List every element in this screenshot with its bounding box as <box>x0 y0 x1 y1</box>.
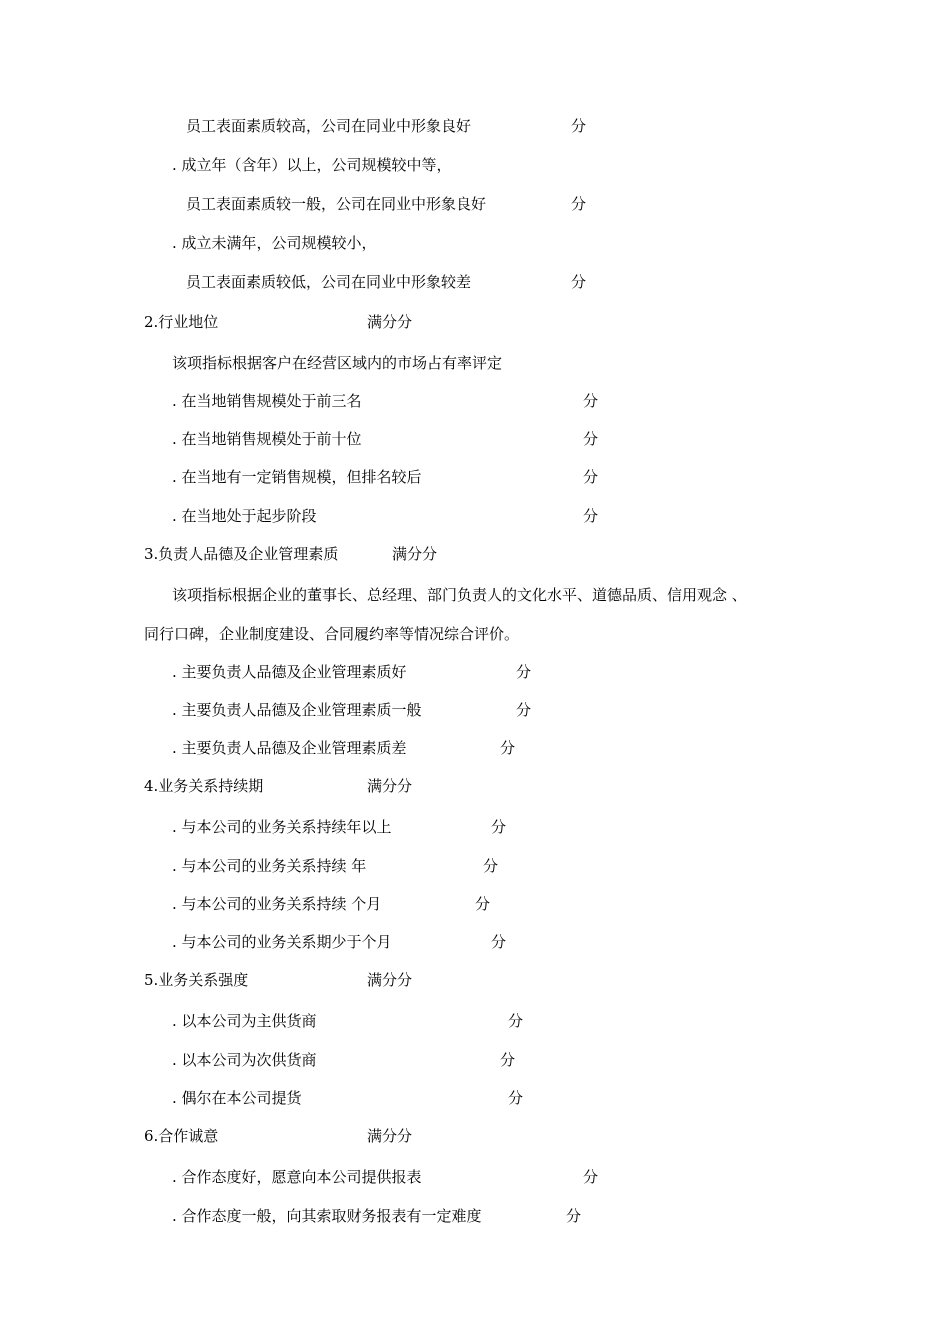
score-label: 分 <box>571 195 587 213</box>
text-line: 员工表面素质较一般，公司在同业中形象良好 <box>186 195 487 213</box>
score-label: 分 <box>516 663 532 681</box>
list-item: . 主要负责人品德及企业管理素质一般 <box>172 701 422 719</box>
list-item: . 与本公司的业务关系持续 个月 <box>172 895 382 913</box>
score-label: 分 <box>516 701 532 719</box>
score-label: 分 <box>500 739 516 757</box>
list-item: . 与本公司的业务关系持续 年 <box>172 857 367 875</box>
score-label: 分 <box>491 933 507 951</box>
list-item: . 偶尔在本公司提货 <box>172 1089 302 1107</box>
list-item: . 在当地销售规模处于前十位 <box>172 430 362 448</box>
list-item: . 成立未满年，公司规模较小， <box>172 234 377 252</box>
text-line: 员工表面素质较低，公司在同业中形象较差 <box>186 273 472 291</box>
list-item: . 与本公司的业务关系期少于个月 <box>172 933 392 951</box>
section-description: 该项指标根据企业的董事长、总经理、部门负责人的文化水平、道德品质、信用观念 、 <box>172 586 747 604</box>
section-max-score: 满分分 <box>367 777 413 795</box>
score-label: 分 <box>583 468 599 486</box>
list-item: . 在当地有一定销售规模，但排名较后 <box>172 468 422 486</box>
section-heading: 3.负责人品德及企业管理素质 <box>144 545 339 563</box>
section-max-score: 满分分 <box>392 545 438 563</box>
list-item: . 主要负责人品德及企业管理素质差 <box>172 739 407 757</box>
score-label: 分 <box>583 430 599 448</box>
section-description: 同行口碑，企业制度建设、合同履约率等情况综合评价。 <box>144 625 520 643</box>
score-label: 分 <box>566 1207 582 1225</box>
section-max-score: 满分分 <box>367 1127 413 1145</box>
list-item: . 与本公司的业务关系持续年以上 <box>172 818 392 836</box>
list-item: . 主要负责人品德及企业管理素质好 <box>172 663 407 681</box>
section-heading: 2.行业地位 <box>144 313 219 331</box>
section-description: 该项指标根据客户在经营区域内的市场占有率评定 <box>172 354 503 372</box>
list-item: . 以本公司为主供货商 <box>172 1012 317 1030</box>
score-label: 分 <box>491 818 507 836</box>
section-heading: 6.合作诚意 <box>144 1127 219 1145</box>
score-label: 分 <box>508 1089 524 1107</box>
list-item: . 合作态度好，愿意向本公司提供报表 <box>172 1168 422 1186</box>
score-label: 分 <box>571 117 587 135</box>
section-max-score: 满分分 <box>367 971 413 989</box>
section-max-score: 满分分 <box>367 313 413 331</box>
score-label: 分 <box>475 895 491 913</box>
list-item: . 以本公司为次供货商 <box>172 1051 317 1069</box>
score-label: 分 <box>483 857 499 875</box>
list-item: . 成立年（含年）以上，公司规模较中等， <box>172 156 452 174</box>
list-item: . 在当地销售规模处于前三名 <box>172 392 362 410</box>
list-item: . 在当地处于起步阶段 <box>172 507 317 525</box>
score-label: 分 <box>508 1012 524 1030</box>
score-label: 分 <box>583 392 599 410</box>
score-label: 分 <box>583 1168 599 1186</box>
score-label: 分 <box>583 507 599 525</box>
section-heading: 5.业务关系强度 <box>144 971 249 989</box>
list-item: . 合作态度一般，向其索取财务报表有一定难度 <box>172 1207 482 1225</box>
section-heading: 4.业务关系持续期 <box>144 777 264 795</box>
score-label: 分 <box>571 273 587 291</box>
score-label: 分 <box>500 1051 516 1069</box>
text-line: 员工表面素质较高，公司在同业中形象良好 <box>186 117 472 135</box>
